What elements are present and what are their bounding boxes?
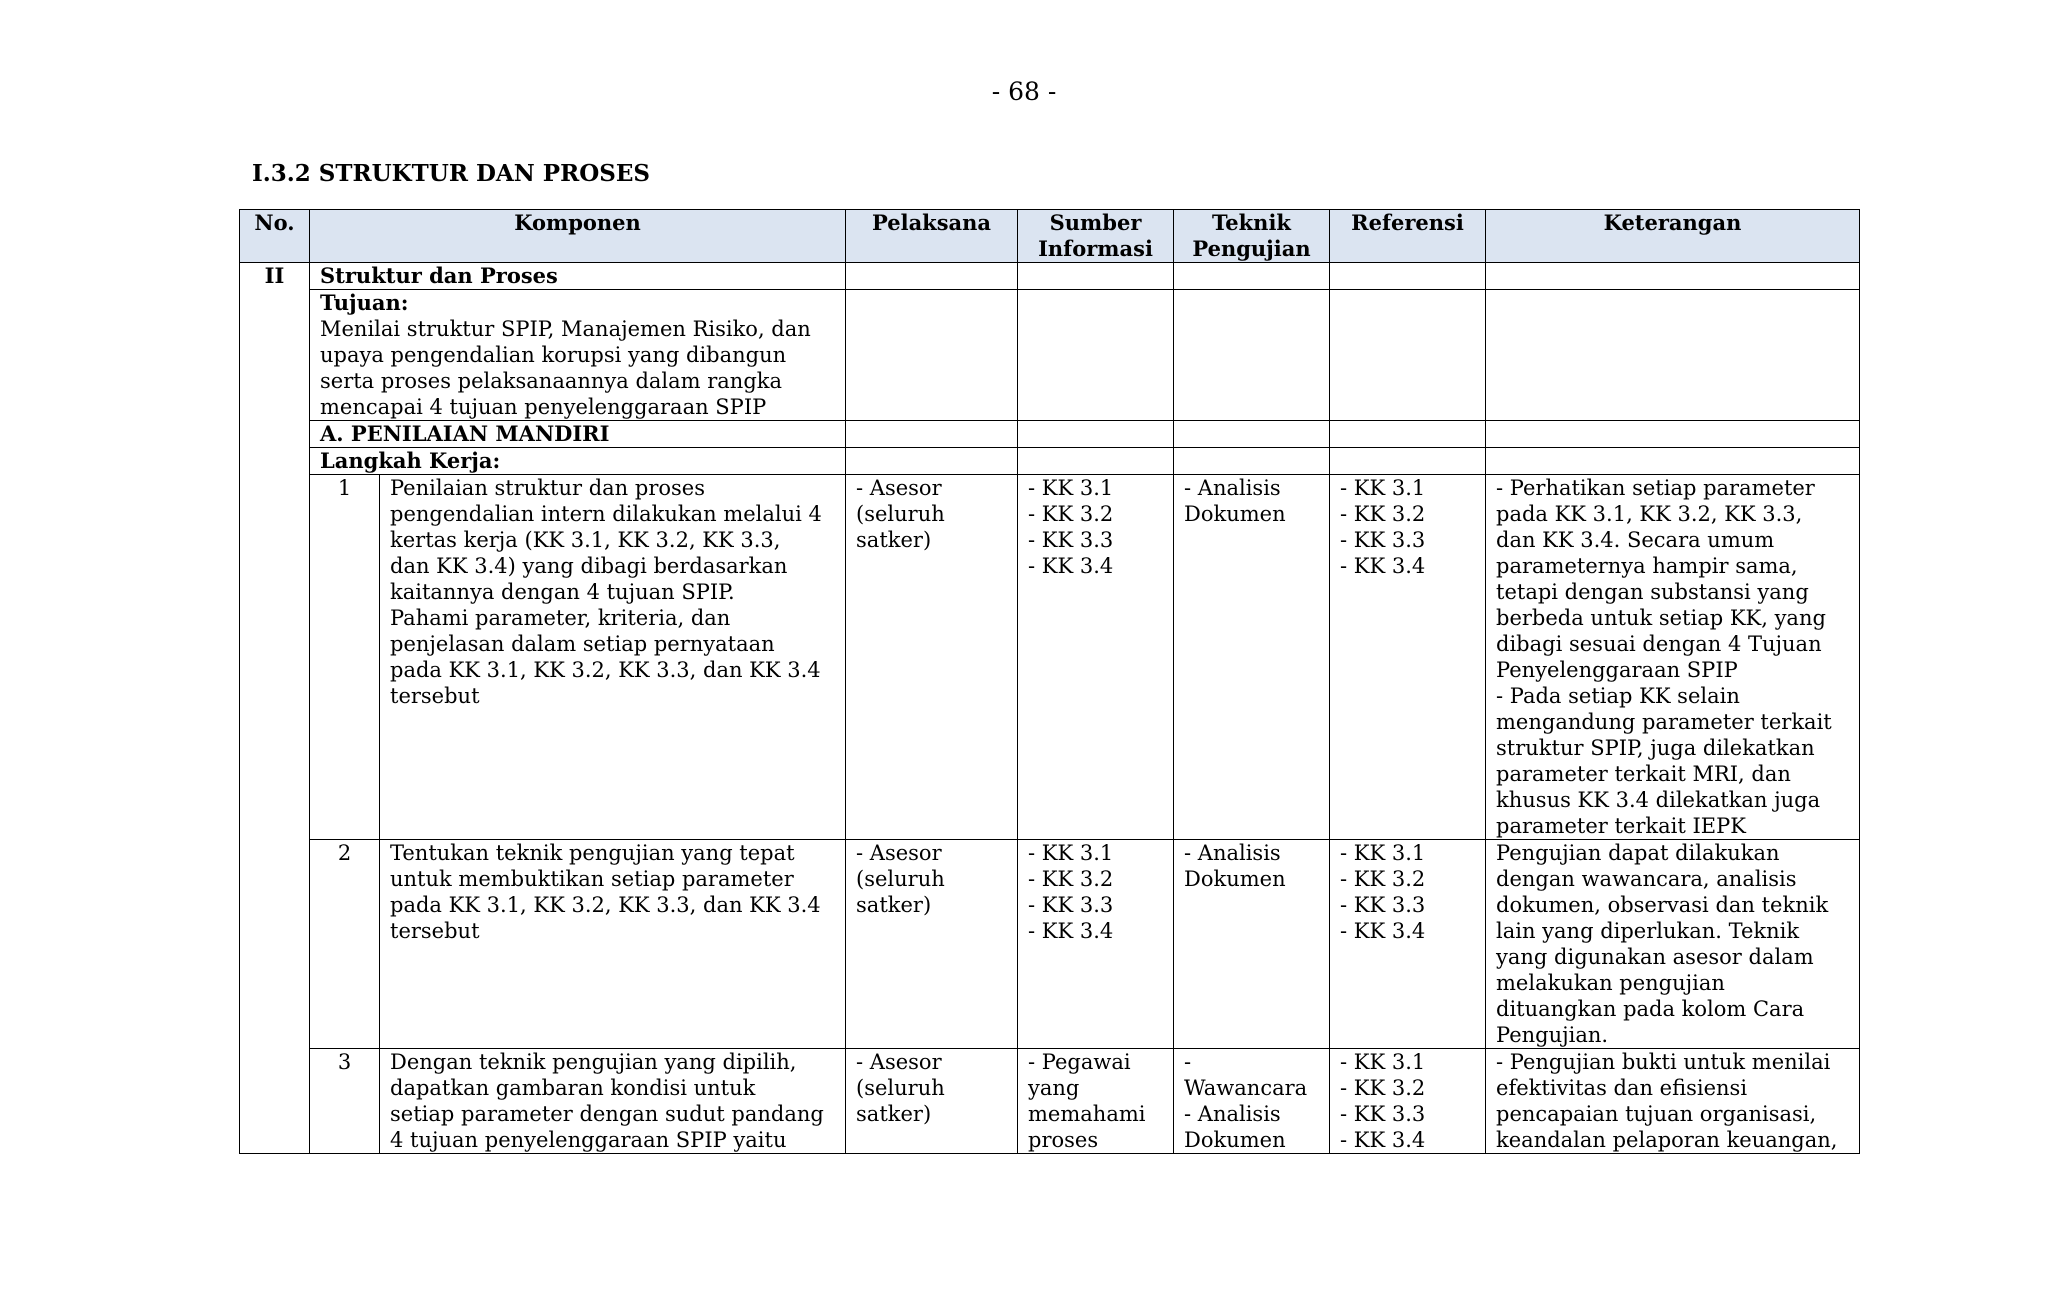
step-komponen: Tentukan teknik pengujian yang tepat untuk membuktikan setiap parameter pada KK 3.1, KK 3.2, KK 3.3, dan KK 3.4 tersebut: [380, 840, 846, 1049]
assessment-table: [239, 209, 1860, 1154]
step-referensi: - KK 3.1 - KK 3.2 - KK 3.3 - KK 3.4: [1330, 1049, 1486, 1154]
step-referensi: - KK 3.1 - KK 3.2 - KK 3.3 - KK 3.4: [1330, 840, 1486, 1049]
step-keterangan: - Perhatikan setiap parameter pada KK 3.1, KK 3.2, KK 3.3, dan KK 3.4. Secara umum parameternya hampir sama, tetapi dengan substansi yang berbeda untuk setiap KK, yang dibagi sesuai dengan 4 Tujuan Penyelenggaraan SPIP - Pada setiap KK selain mengandung parameter terkait struktur SPIP, juga dilekatkan parameter terkait MRI, dan khusus KK 3.4 dilekatkan juga parameter terkait IEPK: [1486, 475, 1860, 840]
step-number: 1: [310, 475, 380, 840]
step-sumber-informasi: - KK 3.1 - KK 3.2 - KK 3.3 - KK 3.4: [1018, 840, 1174, 1049]
langkah-kerja-label: Langkah Kerja:: [310, 448, 846, 475]
step-teknik-pengujian: - Analisis Dokumen: [1174, 840, 1330, 1049]
table-row: [240, 421, 1860, 448]
table-row: [240, 1049, 1860, 1154]
table-row: [240, 290, 1860, 421]
table-row: [240, 475, 1860, 840]
step-pelaksana: - Asesor (seluruh satker): [846, 1049, 1018, 1154]
step-komponen: Dengan teknik pengujian yang dipilih, dapatkan gambaran kondisi untuk setiap parameter dengan sudut pandang 4 tujuan penyelenggaraan SPIP yaitu: [380, 1049, 846, 1154]
step-keterangan: Pengujian dapat dilakukan dengan wawancara, analisis dokumen, observasi dan teknik lain yang diperlukan. Teknik yang digunakan asesor dalam melakukan pengujian dituangkan pada kolom Cara Pengujian.: [1486, 840, 1860, 1049]
section-title-cell: Struktur dan Proses: [310, 263, 846, 290]
step-keterangan: - Pengujian bukti untuk menilai efektivitas dan efisiensi pencapaian tujuan organisasi, keandalan pelaporan keuangan,: [1486, 1049, 1860, 1154]
section-title: I.3.2 STRUKTUR DAN PROSES: [252, 160, 650, 187]
tujuan-label: Tujuan:: [320, 290, 409, 315]
table-row: [240, 448, 1860, 475]
section-number: II: [240, 263, 310, 1154]
step-referensi: - KK 3.1 - KK 3.2 - KK 3.3 - KK 3.4: [1330, 475, 1486, 840]
step-sumber-informasi: - KK 3.1 - KK 3.2 - KK 3.3 - KK 3.4: [1018, 475, 1174, 840]
header-sumber-informasi: Sumber Informasi: [1018, 210, 1174, 263]
step-pelaksana: - Asesor (seluruh satker): [846, 475, 1018, 840]
header-teknik-pengujian: Teknik Pengujian: [1174, 210, 1330, 263]
subsection-title: A. PENILAIAN MANDIRI: [310, 421, 846, 448]
tujuan-cell: Tujuan: Menilai struktur SPIP, Manajemen Risiko, dan upaya pengendalian korupsi yang dibangun serta proses pelaksanaannya dalam rangka mencapai 4 tujuan penyelenggaraan SPIP: [310, 290, 846, 421]
step-teknik-pengujian: - Wawancara - Analisis Dokumen: [1174, 1049, 1330, 1154]
table-row: [240, 840, 1860, 1049]
table-row: [240, 263, 1860, 290]
header-keterangan: Keterangan: [1486, 210, 1860, 263]
page-number: - 68 -: [991, 77, 1057, 106]
step-sumber-informasi: - Pegawai yang memahami proses: [1018, 1049, 1174, 1154]
step-number: 2: [310, 840, 380, 1049]
step-number: 3: [310, 1049, 380, 1154]
header-row: [240, 210, 1860, 263]
step-komponen: Penilaian struktur dan proses pengendalian intern dilakukan melalui 4 kertas kerja (KK 3.1, KK 3.2, KK 3.3, dan KK 3.4) yang dibagi berdasarkan kaitannya dengan 4 tujuan SPIP. Pahami parameter, kriteria, dan penjelasan dalam setiap pernyataan pada KK 3.1, KK 3.2, KK 3.3, dan KK 3.4 tersebut: [380, 475, 846, 840]
header-no: No.: [240, 210, 310, 263]
step-pelaksana: - Asesor (seluruh satker): [846, 840, 1018, 1049]
header-komponen: Komponen: [310, 210, 846, 263]
header-pelaksana: Pelaksana: [846, 210, 1018, 263]
step-teknik-pengujian: - Analisis Dokumen: [1174, 475, 1330, 840]
header-referensi: Referensi: [1330, 210, 1486, 263]
